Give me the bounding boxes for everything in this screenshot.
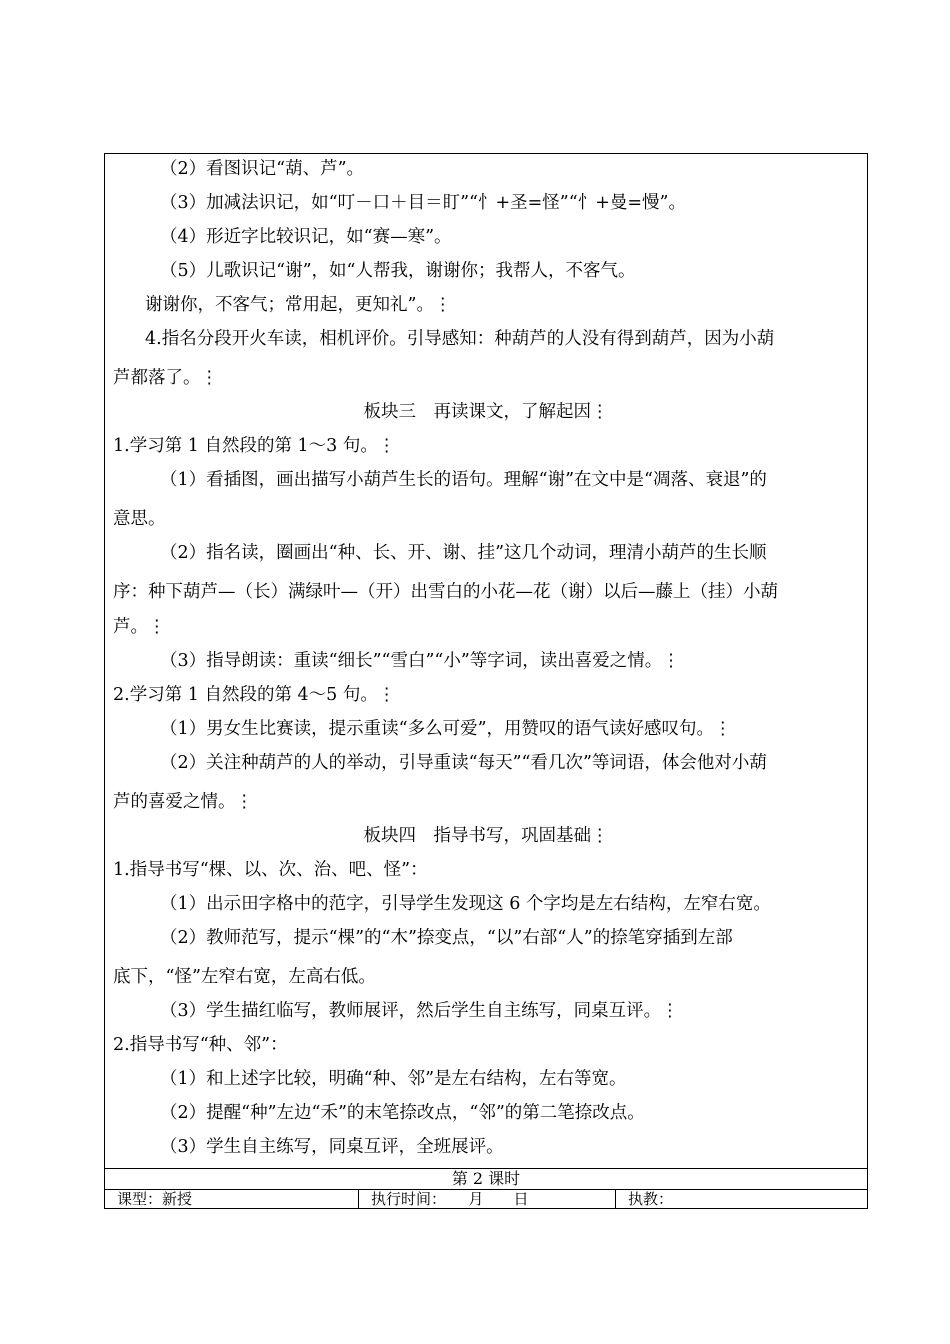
text-line: 谢谢你，不客气；常用起，更知礼”。⋮ xyxy=(145,295,452,315)
text-line: （2）看图识记“葫、芦”。 xyxy=(160,159,365,179)
text-line: （2）关注种葫芦的人的举动，引导重读“每天”“看几次”等词语，体会他对小葫 xyxy=(160,753,767,773)
text-line: 意思。 xyxy=(113,509,166,529)
lesson-meta-row xyxy=(105,1190,867,1209)
text-line: （1）出示田字格中的范字，引导学生发现这 6 个字均是左右结构，左窄右宽。 xyxy=(160,894,771,914)
lesson-type-cell: 课型：新授 xyxy=(117,1190,193,1208)
text-line: 芦的喜爱之情。⋮ xyxy=(113,792,253,812)
section-heading: 板块四 指导书写，巩固基础⋮ xyxy=(363,826,609,846)
text-line: 2.指导书写“种、邻”： xyxy=(113,1035,288,1055)
text-line: （2）提醒“种”左边“禾”的末笔捺改点，“邻”的第二笔捺改点。 xyxy=(160,1103,645,1123)
text-line: （3）指导朗读：重读“细长”“雪白”“小”等字词，读出喜爱之情。⋮ xyxy=(160,651,680,671)
text-line: 芦。⋮ xyxy=(113,617,166,637)
text-line: （3）学生自主练写，同桌互评，全班展评。 xyxy=(160,1137,504,1157)
teacher-cell: 执教： xyxy=(615,1190,867,1209)
execution-time-cell: 执行时间： 月 日 xyxy=(358,1190,615,1209)
lesson-content xyxy=(105,154,867,1168)
text-line: （1）看插图，画出描写小葫芦生长的语句。理解“谢”在文中是“凋落、衰退”的 xyxy=(160,470,767,490)
text-line: （1）男女生比赛读，提示重读“多么可爱”，用赞叹的语气读好感叹句。⋮ xyxy=(160,719,732,739)
lesson-plan-table xyxy=(104,153,868,1209)
text-line: 芦都落了。⋮ xyxy=(113,368,218,388)
text-line: （1）和上述字比较，明确“种、邻”是左右结构，左右等宽。 xyxy=(160,1069,627,1089)
text-line: 4.指名分段开火车读，相机评价。引导感知：种葫芦的人没有得到葫芦，因为小葫 xyxy=(145,329,775,349)
text-line: （3）加减法识记，如“叮－口＋目＝盯”“忄+圣=怪”“忄+曼=慢”。 xyxy=(160,193,686,213)
text-line: （2）指名读，圈画出“种、长、开、谢、挂”这几个动词，理清小葫芦的生长顺 xyxy=(160,543,767,563)
text-line: 1.学习第 1 自然段的第 1～3 句。⋮ xyxy=(113,436,396,456)
text-line: 底下，“怪”左窄右宽，左高右低。 xyxy=(113,967,376,987)
text-line: 1.指导书写“棵、以、次、治、吧、怪”： xyxy=(113,860,428,880)
text-line: 序：种下葫芦—（长）满绿叶—（开）出雪白的小花—花（谢）以后—藤上（挂）小葫 xyxy=(113,582,778,602)
text-line: （2）教师范写，提示“棵”的“木”捺变点，“以”右部“人”的捺笔穿插到左部 xyxy=(160,928,733,948)
section-heading: 板块三 再读课文，了解起因⋮ xyxy=(363,402,609,422)
text-line: （5）儿歌识记“谢”，如“人帮我，谢谢你；我帮人，不客气。 xyxy=(160,261,636,281)
text-line: （4）形近字比较识记，如“赛—寒”。 xyxy=(160,227,452,247)
lesson-period-header: 第 2 课时 xyxy=(105,1168,867,1190)
text-line: （3）学生描红临写，教师展评，然后学生自主练写，同桌互评。⋮ xyxy=(160,1001,679,1021)
text-line: 2.学习第 1 自然段的第 4～5 句。⋮ xyxy=(113,685,396,705)
